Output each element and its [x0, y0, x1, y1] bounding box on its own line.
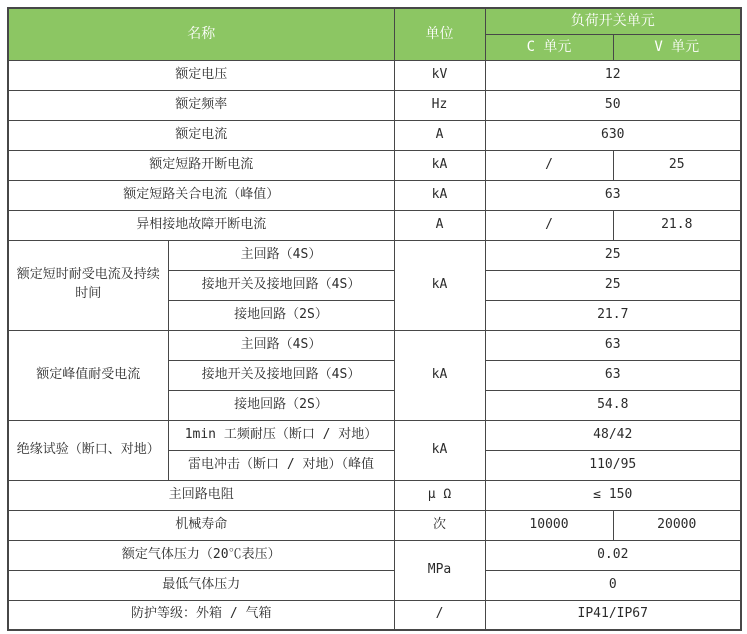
value-cell: 0.02: [485, 540, 741, 570]
unit-cell: kA: [394, 330, 485, 420]
table-row: [8, 570, 741, 600]
param-name-cell: 异相接地故障开断电流: [8, 210, 394, 240]
table-row: [8, 330, 741, 360]
header-row-top: [8, 8, 741, 34]
param-name-cell: 最低气体压力: [8, 570, 394, 600]
unit-cell: kA: [394, 420, 485, 480]
value-cell: 110/95: [485, 450, 741, 480]
table-row: [8, 90, 741, 120]
value-cell: 63: [485, 180, 741, 210]
param-name-cell: 额定气体压力（20℃表压）: [8, 540, 394, 570]
value-cell: 50: [485, 90, 741, 120]
param-name-cell: 额定电压: [8, 60, 394, 90]
param-sub-cell: 接地回路（2S）: [168, 300, 394, 330]
unit-cell: kA: [394, 150, 485, 180]
param-name-cell: 主回路电阻: [8, 480, 394, 510]
value-c-cell: /: [485, 150, 613, 180]
unit-cell: MPa: [394, 540, 485, 600]
header-v-unit: V 单元: [613, 34, 741, 60]
table-body: [8, 60, 741, 630]
header-unit: 单位: [394, 8, 485, 60]
param-sub-cell: 接地开关及接地回路（4S）: [168, 270, 394, 300]
table-row: [8, 600, 741, 630]
header-group: 负荷开关单元: [485, 8, 741, 34]
value-cell: IP41/IP67: [485, 600, 741, 630]
value-cell: 63: [485, 360, 741, 390]
value-cell: ≤ 150: [485, 480, 741, 510]
table-row: [8, 540, 741, 570]
header-name: 名称: [8, 8, 394, 60]
value-cell: 63: [485, 330, 741, 360]
value-cell: 0: [485, 570, 741, 600]
value-cell: 630: [485, 120, 741, 150]
value-v-cell: 25: [613, 150, 741, 180]
param-sub-cell: 1min 工频耐压（断口 / 对地）: [168, 420, 394, 450]
unit-cell: μ Ω: [394, 480, 485, 510]
param-sub-cell: 接地回路（2S）: [168, 390, 394, 420]
spec-table: [7, 7, 742, 631]
param-sub-cell: 主回路（4S）: [168, 330, 394, 360]
value-cell: 25: [485, 240, 741, 270]
param-sub-cell: 接地开关及接地回路（4S）: [168, 360, 394, 390]
value-cell: 48/42: [485, 420, 741, 450]
table-row: [8, 240, 741, 270]
value-cell: 21.7: [485, 300, 741, 330]
value-cell: 54.8: [485, 390, 741, 420]
unit-cell: 次: [394, 510, 485, 540]
unit-cell: /: [394, 600, 485, 630]
table-header: [8, 8, 741, 60]
table-row: [8, 180, 741, 210]
param-sub-cell: 雷电冲击（断口 / 对地）（峰值: [168, 450, 394, 480]
value-v-cell: 21.8: [613, 210, 741, 240]
value-v-cell: 20000: [613, 510, 741, 540]
param-sub-cell: 主回路（4S）: [168, 240, 394, 270]
table-row: [8, 150, 741, 180]
param-name-cell: 额定短路开断电流: [8, 150, 394, 180]
param-name-cell: 额定短路关合电流（峰值）: [8, 180, 394, 210]
value-c-cell: 10000: [485, 510, 613, 540]
param-name-cell: 机械寿命: [8, 510, 394, 540]
param-name-cell: 额定电流: [8, 120, 394, 150]
table-row: [8, 60, 741, 90]
param-group-cell: 额定峰值耐受电流: [8, 330, 168, 420]
unit-cell: A: [394, 210, 485, 240]
unit-cell: Hz: [394, 90, 485, 120]
value-cell: 12: [485, 60, 741, 90]
value-c-cell: /: [485, 210, 613, 240]
table-row: [8, 480, 741, 510]
param-group-cell: 绝缘试验（断口、对地）: [8, 420, 168, 480]
param-name-cell: 额定频率: [8, 90, 394, 120]
table-row: [8, 420, 741, 450]
unit-cell: kV: [394, 60, 485, 90]
param-group-cell: 额定短时耐受电流及持续时间: [8, 240, 168, 330]
unit-cell: kA: [394, 240, 485, 330]
table-row: [8, 120, 741, 150]
unit-cell: A: [394, 120, 485, 150]
unit-cell: kA: [394, 180, 485, 210]
table-row: [8, 210, 741, 240]
header-c-unit: C 单元: [485, 34, 613, 60]
value-cell: 25: [485, 270, 741, 300]
param-name-cell: 防护等级：外箱 / 气箱: [8, 600, 394, 630]
table-row: [8, 510, 741, 540]
